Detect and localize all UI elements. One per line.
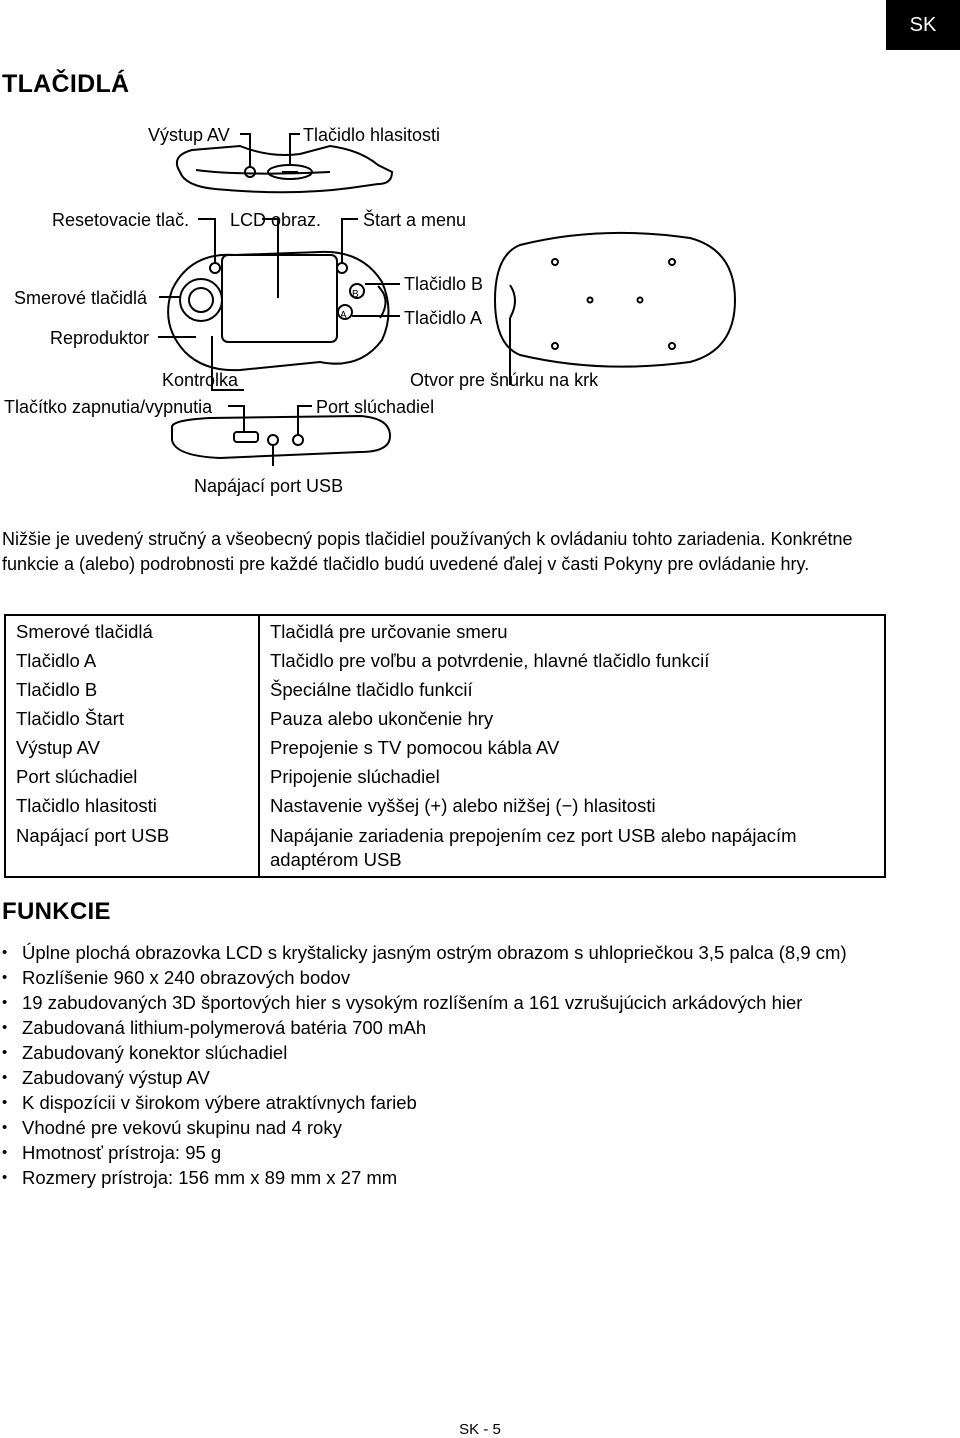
table-cell-button: Napájací port USB — [5, 821, 259, 877]
table-row — [5, 615, 885, 647]
table-cell-button: Port slúchadiel — [5, 763, 259, 792]
list-item: • Zabudovaný výstup AV — [0, 1065, 900, 1090]
heading-features: FUNKCIE — [2, 898, 111, 925]
label-reset-button: Resetovacie tlač. — [52, 210, 190, 230]
label-indicator: Kontrolka — [162, 370, 239, 390]
label-button-a: Tlačidlo A — [404, 308, 483, 328]
label-power-switch: Tlačítko zapnutia/vypnutia — [4, 397, 213, 417]
table-row — [5, 792, 885, 821]
list-item: • K dispozícii v širokom výbere atraktívnych farieb — [0, 1090, 900, 1115]
buttons-table — [4, 614, 886, 878]
label-direction-buttons: Smerové tlačidlá — [14, 288, 148, 308]
table-row — [5, 821, 885, 877]
device-bottom-view — [172, 416, 390, 458]
table-cell-description: Pauza alebo ukončenie hry — [270, 708, 494, 729]
table-row — [5, 763, 885, 792]
table-cell-button: Výstup AV — [5, 734, 259, 763]
table-cell-button: Smerové tlačidlá — [5, 615, 259, 647]
label-volume-button: Tlačidlo hlasitosti — [303, 125, 441, 145]
list-item: • 19 zabudovaných 3D športových hier s vysokým rozlíšením a 161 vzrušujúcich arkádových hier — [0, 990, 900, 1015]
table-cell-description: Pripojenie slúchadiel — [270, 766, 440, 787]
device-top-view — [177, 146, 392, 192]
label-start-menu: Štart a menu — [363, 210, 467, 230]
list-item: • Zabudovaná lithium-polymerová batéria 700 mAh — [0, 1015, 900, 1040]
label-button-b: Tlačidlo B — [404, 274, 484, 294]
label-strap-hole: Otvor pre šnúrku na krk — [410, 370, 599, 390]
list-item: • Vhodné pre vekovú skupinu nad 4 roky — [0, 1115, 900, 1140]
label-headphone-port: Port slúchadiel — [316, 397, 435, 417]
label-lcd-screen: LCD obraz. — [230, 210, 322, 230]
device-back-view — [495, 233, 735, 367]
label-speaker: Reproduktor — [50, 328, 150, 348]
table-row — [5, 676, 885, 705]
list-item: • Rozlíšenie 960 x 240 obrazových bodov — [0, 965, 900, 990]
list-item: • Hmotnosť prístroja: 95 g — [0, 1140, 900, 1165]
page-number: SK - 5 — [459, 1421, 501, 1438]
intro-paragraph: Nižšie je uvedený stručný a všeobecný popis tlačidiel používaných k ovládaniu tohto zariadenia. Konkrétne funkcie a (alebo) podrobnosti pre každé tlačidlo budú uvedené ďalej v časti Pokyny pre ovládanie hry. — [2, 529, 853, 574]
language-tab: SK — [886, 0, 960, 50]
table-cell-description: Napájanie zariadenia prepojením cez port USB alebo napájacím adaptérom USB — [270, 825, 797, 870]
table-cell-description: Tlačidlo pre voľbu a potvrdenie, hlavné tlačidlo funkcií — [270, 650, 710, 671]
label-usb-port: Napájací port USB — [194, 476, 344, 496]
svg-text:B: B — [352, 289, 359, 300]
svg-text:A: A — [340, 310, 347, 321]
list-item: • Úplne plochá obrazovka LCD s kryštalicky jasným ostrým obrazom s uhlopriečkou 3,5 palca (8,9 cm) — [0, 940, 900, 965]
label-av-output: Výstup AV — [148, 125, 230, 145]
table-cell-description: Tlačidlá pre určovanie smeru — [270, 621, 508, 642]
table-cell-description: Prepojenie s TV pomocou kábla AV — [270, 737, 560, 758]
heading-buttons: TLAČIDLÁ — [2, 70, 130, 98]
features-list — [0, 940, 900, 1190]
table-cell-description: Špeciálne tlačidlo funkcií — [270, 679, 473, 700]
table-cell-button: Tlačidlo A — [5, 647, 259, 676]
table-cell-description: Nastavenie vyššej (+) alebo nižšej (−) hlasitosti — [270, 795, 656, 816]
table-row — [5, 705, 885, 734]
table-row — [5, 647, 885, 676]
table-cell-button: Tlačidlo Štart — [5, 705, 259, 734]
device-diagram — [0, 110, 960, 500]
list-item: • Rozmery prístroja: 156 mm x 89 mm x 27 mm — [0, 1165, 900, 1190]
table-cell-button: Tlačidlo B — [5, 676, 259, 705]
table-cell-button: Tlačidlo hlasitosti — [5, 792, 259, 821]
list-item: • Zabudovaný konektor slúchadiel — [0, 1040, 900, 1065]
table-row — [5, 734, 885, 763]
